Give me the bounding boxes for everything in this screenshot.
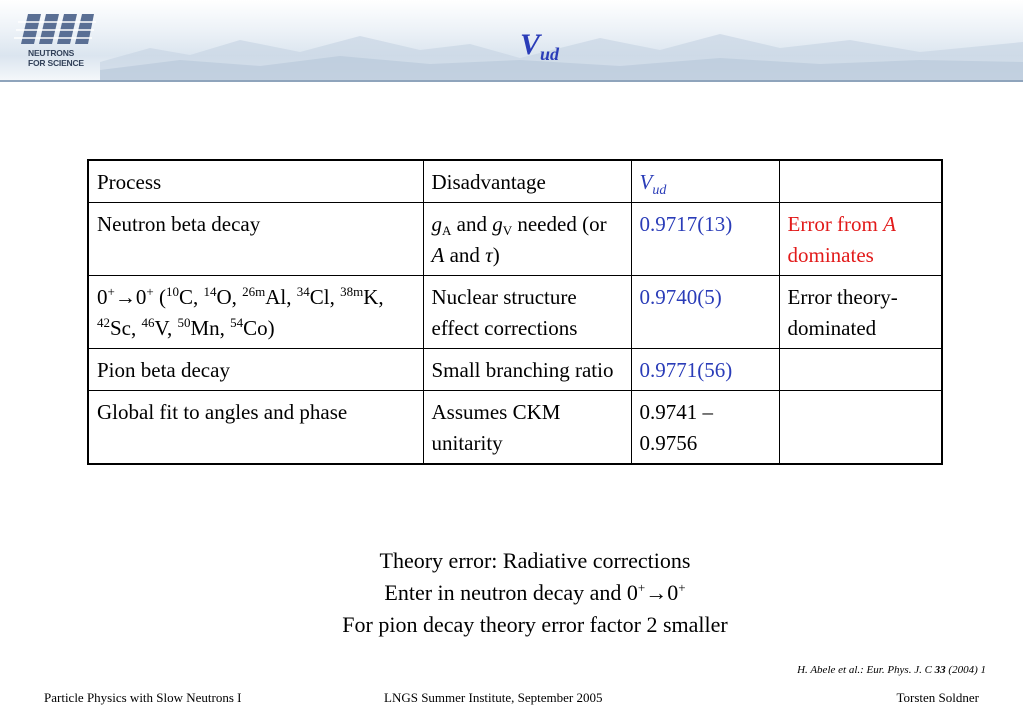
header-note [779,160,942,203]
note-line-3: For pion decay theory error factor 2 smaller [342,612,728,637]
vud-comparison-table [87,159,943,465]
footer-right: Torsten Soldner [896,690,979,705]
table-header-row [88,160,942,203]
slide-title [520,28,559,65]
footer-center: LNGS Summer Institute, September 2005 [384,690,603,705]
header-vud-sub: ud [652,183,667,198]
mountain-panorama [0,0,1023,80]
row-disadvantage: Nuclear structure effect corrections [423,276,631,349]
note-line-2: Enter in neutron decay and 0+→0+ [384,580,686,605]
row-process: 0+→0+ ($^{10}$C, $^{14}$O, $^{26m}$Al, $^{34}$Cl, $^{38m}$K, $^{42}$Sc, $^{46}$V, $^{50}$Mn, $^{54}$Co) [88,276,423,349]
logo-caption [28,48,84,68]
reference-rest: (2004) 1 [945,664,986,676]
row-process: Global fit to angles and phase [88,391,423,465]
reference-citation [797,664,986,676]
row-vud: 0.9717(13) [631,203,779,276]
row-note: Error from A dominates [779,203,942,276]
slide-title-sub: ud [540,44,560,64]
row-note: Error theory-dominated [779,276,942,349]
table-row [88,203,942,276]
header-disadvantage: Disadvantage [423,160,631,203]
row-vud: 0.9771(56) [631,349,779,391]
row-disadvantage: Assumes CKM unitarity [423,391,631,465]
reference-volume: 33 [934,664,946,676]
row-note [779,349,942,391]
table-row [88,276,942,349]
row-process: Pion beta decay [88,349,423,391]
reference-authors: H. Abele et al.: Eur. Phys. J. C [797,664,935,676]
logo-caption-line2: FOR SCIENCE [28,58,84,68]
row-process: Neutron beta decay [88,203,423,276]
header-rule [0,80,1023,82]
table-row [88,349,942,391]
header-banner [0,0,1023,80]
note-line-1: Theory error: Radiative corrections [379,548,691,573]
slide-title-main: V [520,28,541,61]
header-vud-main: V [639,170,653,194]
ill-logo-icon [8,8,98,48]
row-disadvantage: $g_A$ and $g_V$ needed (or A and τ) [423,203,631,276]
footer-left: Particle Physics with Slow Neutrons I [44,690,242,705]
logo-caption-line1: NEUTRONS [28,48,75,58]
row-vud: 0.9741 – 0.9756 [631,391,779,465]
note-line-2-text: Enter in neutron decay and 0 [384,580,638,605]
header-vud [631,160,779,203]
row-note [779,391,942,465]
row-vud: 0.9740(5) [631,276,779,349]
row-disadvantage: Small branching ratio [423,349,631,391]
header-process: Process [88,160,423,203]
table-row [88,391,942,465]
theory-notes [0,545,1023,641]
